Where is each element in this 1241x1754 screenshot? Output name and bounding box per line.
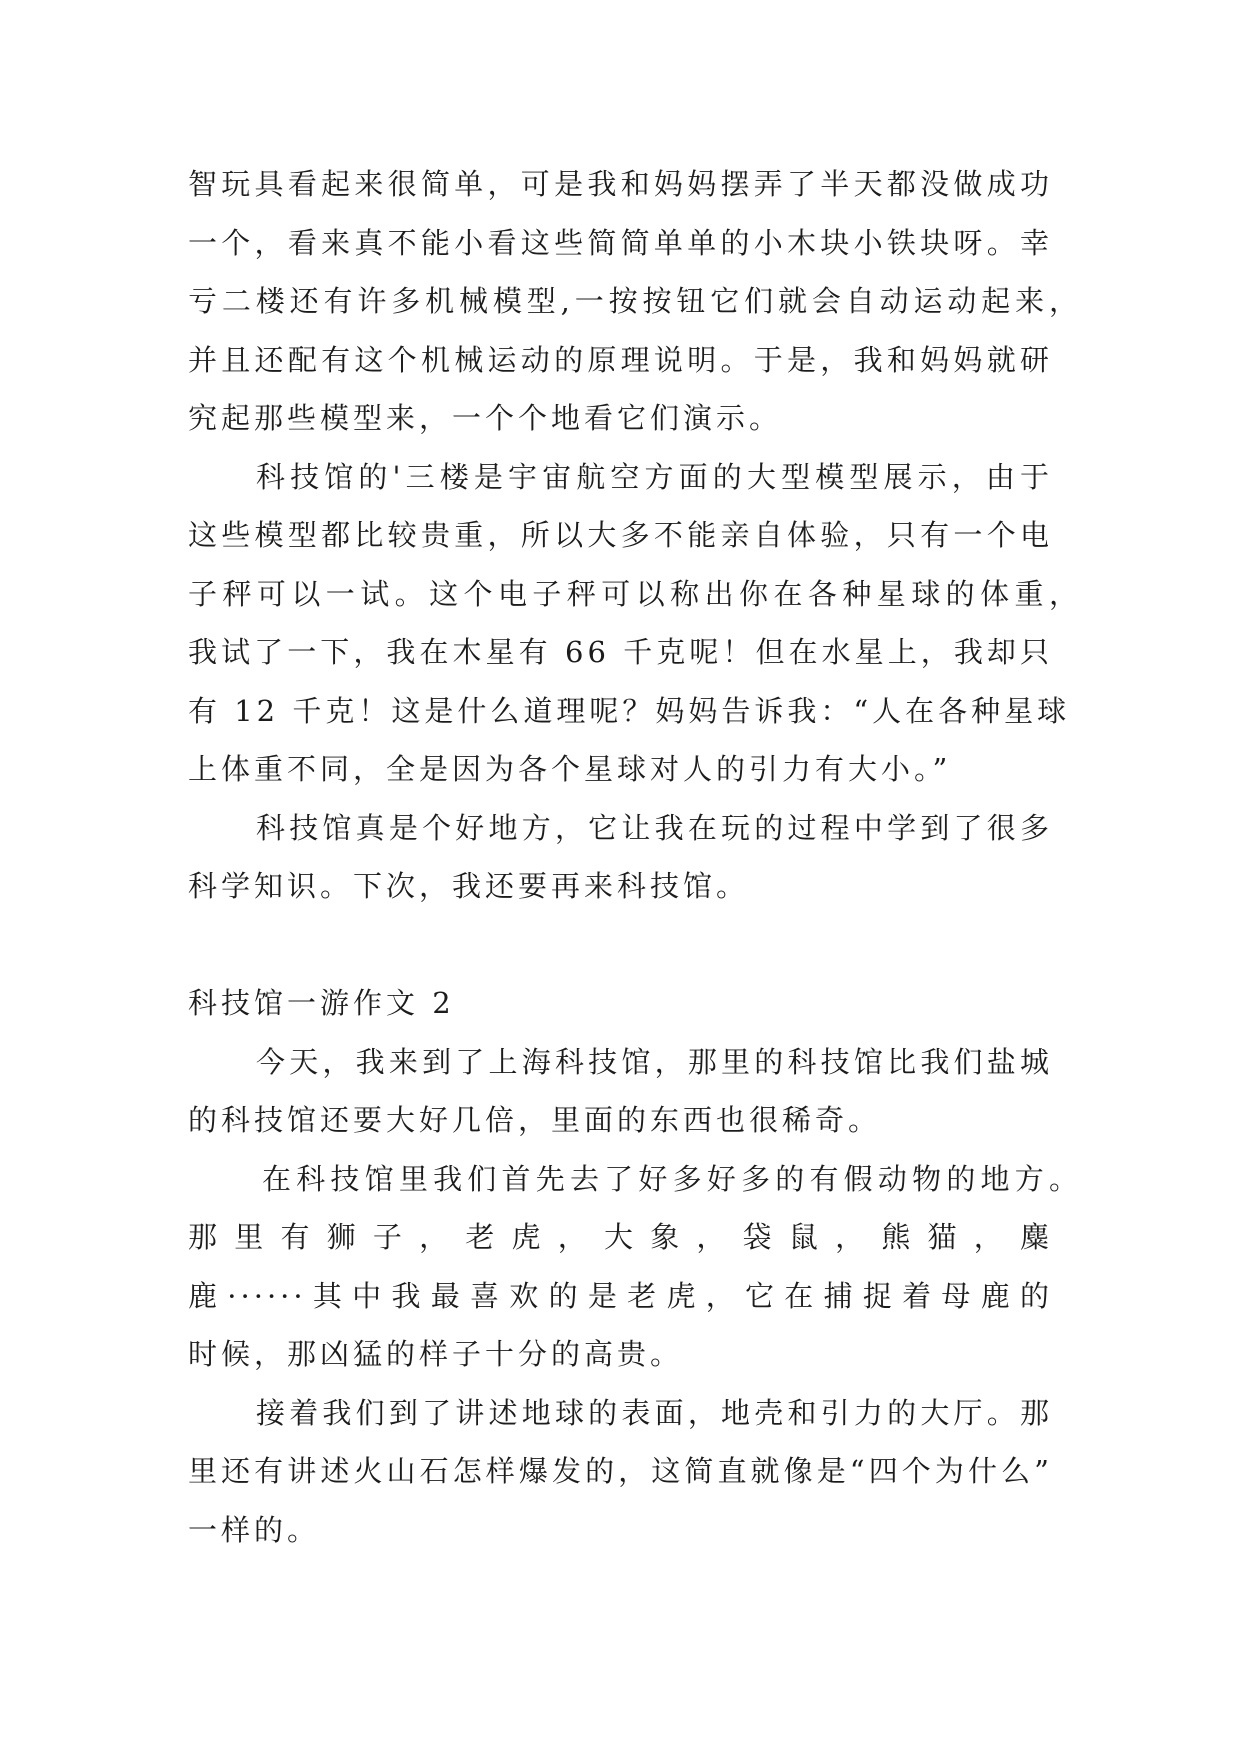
text-line: 这些模型都比较贵重，所以大多不能亲自体验，只有一个电 [188, 518, 1053, 552]
document-page [188, 155, 1082, 1559]
paragraph [188, 1033, 1053, 1150]
text-line: 鹿······其中我最喜欢的是老虎，它在捕捉着母鹿的 [188, 1278, 1053, 1313]
text-line: 究起那些模型来，一个个地看它们演示。 [188, 401, 783, 435]
text-line: 我试了一下，我在木星有 66 千克呢！但在水星上，我却只 [188, 635, 1053, 669]
text-line: 亏二楼还有许多机械模型,一按按钮它们就会自动运动起来， [188, 284, 1082, 318]
paragraph [188, 799, 1053, 916]
text-line: 今天，我来到了上海科技馆，那里的科技馆比我们盐城 [256, 1044, 1053, 1079]
text-line: 那里有狮子，老虎，大象，袋鼠，熊猫，麋 [188, 1220, 1053, 1254]
text-line: 的科技馆还要大好几倍，里面的东西也很稀奇。 [188, 1103, 882, 1137]
text-line: 有 12 千克！这是什么道理呢？妈妈告诉我：“人在各种星球 [188, 693, 1071, 728]
blank-line [188, 916, 1053, 975]
paragraph [188, 1150, 1082, 1384]
text-line: 里还有讲述火山石怎样爆发的，这简直就像是“四个为什么” [188, 1454, 1053, 1488]
text-line: 一个，看来真不能小看这些简简单单的小木块小铁块呀。幸 [188, 225, 1053, 260]
text-line: 科技馆的'三楼是宇宙航空方面的大型模型展示，由于 [256, 459, 1053, 494]
essay-title: 科技馆一游作文 2 [188, 986, 455, 1020]
paragraph [188, 155, 1082, 448]
text-line: 一样的。 [188, 1512, 321, 1547]
paragraph [188, 1384, 1053, 1560]
text-line: 时候，那凶猛的样子十分的高贵。 [188, 1337, 684, 1371]
text-line: 接着我们到了讲述地球的表面，地壳和引力的大厅。那 [256, 1395, 1053, 1430]
text-line: 智玩具看起来很简单，可是我和妈妈摆弄了半天都没做成功 [188, 167, 1053, 201]
text-line: 在科技馆里我们首先去了好多好多的有假动物的地方。 [262, 1161, 1082, 1196]
text-line: 科学知识。下次，我还要再来科技馆。 [188, 869, 750, 903]
text-line: 并且还配有这个机械运动的原理说明。于是，我和妈妈就研 [188, 342, 1053, 377]
paragraph [188, 448, 1082, 799]
text-line: 科技馆真是个好地方，它让我在玩的过程中学到了很多 [256, 810, 1053, 845]
text-line: 子秤可以一试。这个电子秤可以称出你在各种星球的体重， [188, 576, 1082, 611]
text-line: 上体重不同，全是因为各个星球对人的引力有大小。” [188, 752, 952, 786]
